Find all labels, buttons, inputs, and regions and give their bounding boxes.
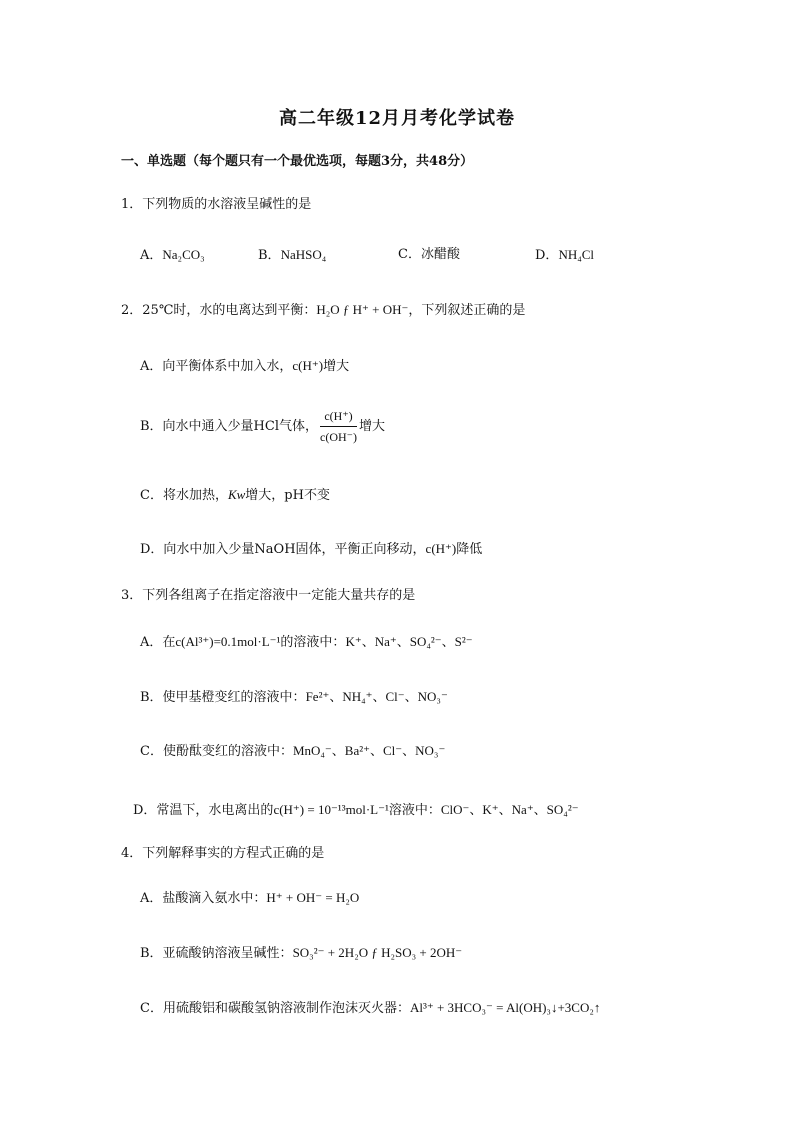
q1-option-d (535, 246, 594, 265)
q2-a-text: A．向平衡体系中加入水， (140, 359, 293, 374)
section-heading: 一、单选题（每个题只有一个最优选项，每题3分，共48分） (121, 154, 474, 169)
q3-d-condition: c(H⁺) = 10⁻¹³mol·L⁻¹ (273, 802, 389, 817)
q3-option-a (140, 633, 473, 652)
q3-stem: 3．下列各组离子在指定溶液中一定能大量共存的是 (121, 588, 416, 603)
q2-b-text: B．向水中通入少量HCl气体， (140, 419, 318, 434)
q4-c-equation: Al³⁺ + 3HCO₃⁻ = Al(OH)₃↓+3CO₂↑ (409, 1000, 601, 1015)
q3-c-ions: MnO₄⁻、Ba²⁺、Cl⁻、NO₃⁻ (292, 743, 446, 758)
q4-b-pre: B．亚硫酸钠溶液呈碱性： (140, 946, 293, 961)
q3-option-b (140, 688, 448, 707)
q1-option-c (398, 246, 460, 264)
q2-d-expression: c(H⁺) (425, 541, 457, 556)
q2-stem-pre: 2．25℃时，水的电离达到平衡： (121, 303, 317, 318)
q2-stem-equation: H₂O ƒ H⁺ + OH⁻ (316, 302, 409, 317)
q1-a-formula: Na₂CO₃ (162, 247, 205, 262)
q2-d-text: D．向水中加入少量NaOH固体，平衡正向移动， (140, 542, 426, 557)
q1-b-formula: NaHSO₄ (280, 247, 327, 262)
q4-a-pre: A．盐酸滴入氨水中： (140, 891, 267, 906)
q2-d-tail: 降低 (456, 542, 483, 557)
q1-option-a (140, 246, 205, 265)
q2-b-fraction (320, 406, 357, 447)
q3-b-pre: B．使甲基橙变红的溶液中： (140, 690, 306, 705)
q1-b-label: B． (258, 248, 281, 263)
q4-a-equation: H⁺ + OH⁻ = H₂O (266, 890, 360, 905)
q3-option-d (133, 801, 579, 820)
q2-b-numerator: c(H⁺) (320, 406, 357, 427)
q2-a-tail: 增大 (323, 359, 350, 374)
q2-option-c (140, 486, 330, 505)
q3-d-ions: ClO⁻、K⁺、Na⁺、SO₄²⁻ (440, 802, 579, 817)
q3-a-condition: c(Al³⁺)=0.1mol·L⁻¹ (175, 634, 281, 649)
q3-c-pre: C．使酚酞变红的溶液中： (140, 744, 293, 759)
exam-title: 高二年级12月月考化学试卷 (278, 108, 516, 129)
q4-option-c (140, 999, 600, 1018)
q2-b-tail: 增大 (358, 419, 385, 434)
q2-c-text2: 增大，pH不变 (245, 488, 330, 503)
q4-c-pre: C．用硫酸铝和碳酸氢钠溶液制作泡沫灭火器： (140, 1001, 410, 1016)
q1-d-formula: NH₄Cl (558, 247, 595, 262)
q3-a-ions: K⁺、Na⁺、SO₄²⁻、S²⁻ (345, 634, 473, 649)
q1-d-label: D． (535, 248, 559, 263)
q2-c-text1: C．将水加热， (140, 488, 228, 503)
q4-option-b (140, 944, 462, 963)
q1-option-b (258, 246, 326, 265)
q1-a-label: A． (140, 248, 163, 263)
q1-stem: 1．下列物质的水溶液呈碱性的是 (121, 197, 312, 212)
q1-c-label: C． (398, 247, 421, 262)
q3-d-mid: 溶液中： (388, 803, 441, 818)
q3-a-mid: 的溶液中： (280, 635, 346, 650)
q2-b-denominator: c(OH⁻) (320, 430, 357, 444)
q4-stem: 4．下列解释事实的方程式正确的是 (121, 846, 325, 861)
q1-c-text: 冰醋酸 (420, 247, 460, 262)
q2-a-expression: c(H⁺) (292, 358, 324, 373)
q2-option-b (140, 404, 385, 450)
q3-a-pre: A．在 (140, 635, 176, 650)
q2-stem-post: ，下列叙述正确的是 (408, 303, 526, 318)
q2-option-a (140, 357, 349, 376)
q3-option-c (140, 742, 445, 761)
q2-stem (121, 301, 525, 320)
q4-b-equation: SO₃²⁻ + 2H₂O ƒ H₂SO₃ + 2OH⁻ (292, 945, 463, 960)
q3-d-pre: D．常温下，水电离出的 (133, 803, 274, 818)
q3-b-ions: Fe²⁺、NH₄⁺、Cl⁻、NO₃⁻ (305, 689, 448, 704)
q2-c-kw: Kw (227, 487, 246, 502)
q4-option-a (140, 889, 359, 908)
q2-option-d (140, 540, 482, 559)
